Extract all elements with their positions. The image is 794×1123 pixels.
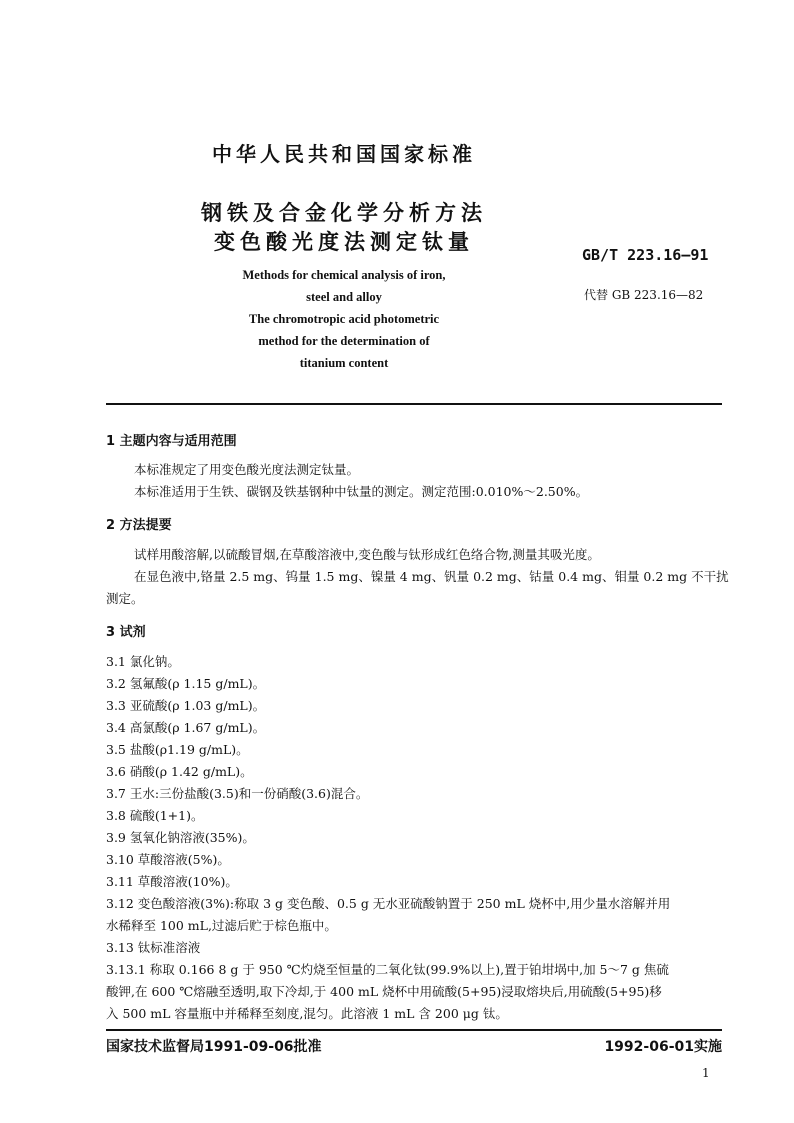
section-2-paragraph-1: 试样用酸溶解,以硫酸冒烟,在草酸溶液中,变色酸与钛形成红色络合物,测量其吸光度。 — [134, 547, 600, 562]
header-divider — [106, 403, 722, 405]
title-zh-line-1: 钢铁及合金化学分析方法 — [201, 201, 487, 225]
reagent-item: 3.9 氢氧化钠溶液(35%)。 — [106, 830, 255, 845]
implementation-date: 1992-06-01实施 — [604, 1039, 722, 1055]
reagent-item-3-12: 3.12 变色酸溶液(3%):称取 3 g 变色酸、0.5 g 无水亚硫酸钠置于 250 mL 烧杯中,用少量水溶解并用 — [106, 896, 671, 911]
title-en-line-5: titanium content — [299, 356, 389, 370]
section-1-paragraph-1: 本标准规定了用变色酸光度法测定钛量。 — [134, 462, 360, 477]
section-2-paragraph-2-cont: 测定。 — [106, 591, 144, 606]
title-zh-line-2: 变色酸光度法测定钛量 — [214, 230, 474, 254]
section-2-heading: 2 方法提要 — [106, 518, 172, 533]
reagent-item: 3.10 草酸溶液(5%)。 — [106, 852, 230, 867]
reagent-item: 3.3 亚硫酸(ρ 1.03 g/mL)。 — [106, 698, 266, 713]
reagent-item-3-13: 3.13 钛标准溶液 — [106, 940, 201, 955]
reagent-item: 3.2 氢氟酸(ρ 1.15 g/mL)。 — [106, 676, 266, 691]
footer-divider — [106, 1029, 722, 1031]
section-3-heading: 3 试剂 — [106, 625, 146, 640]
reagent-item-3-12-cont: 水稀释至 100 mL,过滤后贮于棕色瓶中。 — [106, 918, 337, 933]
section-1-paragraph-2: 本标准适用于生铁、碳钢及铁基钢种中钛量的测定。测定范围:0.010%～2.50%。 — [134, 484, 589, 499]
reagent-item: 3.7 王水:三份盐酸(3.5)和一份硝酸(3.6)混合。 — [106, 786, 369, 801]
section-2-paragraph-2: 在显色液中,铬量 2.5 mg、钨量 1.5 mg、镍量 4 mg、钒量 0.2 mg、钴量 0.4 mg、钼量 0.2 mg 不干扰 — [134, 569, 729, 584]
replaces-standard: 代替 GB 223.16—82 — [584, 288, 704, 302]
section-1-heading: 1 主题内容与适用范围 — [106, 434, 237, 449]
title-en-line-4: method for the determination of — [258, 334, 430, 348]
reagent-item: 3.8 硫酸(1+1)。 — [106, 808, 204, 823]
reagent-item-3-13-1-cont-1: 酸钾,在 600 ℃熔融至透明,取下冷却,于 400 mL 烧杯中用硫酸(5+95)浸取熔块后,用硫酸(5+95)移 — [106, 984, 662, 999]
reagent-item: 3.6 硝酸(ρ 1.42 g/mL)。 — [106, 764, 253, 779]
standard-code: GB/T 223.16—91 — [582, 246, 709, 264]
title-en-line-2: steel and alloy — [306, 290, 382, 304]
approval-date: 国家技术监督局1991-09-06批准 — [106, 1039, 322, 1055]
reagent-item-3-13-1-cont-2: 入 500 mL 容量瓶中并稀释至刻度,混匀。此溶液 1 mL 含 200 μg 钛。 — [106, 1006, 508, 1021]
reagent-item: 3.4 高氯酸(ρ 1.67 g/mL)。 — [106, 720, 266, 735]
reagent-item: 3.1 氯化钠。 — [106, 654, 180, 669]
reagent-item-3-13-1: 3.13.1 称取 0.166 8 g 于 950 ℃灼烧至恒量的二氧化钛(99.9%以上),置于铂坩埚中,加 5～7 g 焦硫 — [106, 962, 669, 977]
title-en-line-1: Methods for chemical analysis of iron, — [242, 268, 446, 282]
title-en-line-3: The chromotropic acid photometric — [248, 312, 440, 326]
page-number: 1 — [702, 1066, 710, 1080]
reagent-item: 3.11 草酸溶液(10%)。 — [106, 874, 238, 889]
reagent-item: 3.5 盐酸(ρ1.19 g/mL)。 — [106, 742, 249, 757]
country-standard-title: 中华人民共和国国家标准 — [212, 142, 476, 166]
